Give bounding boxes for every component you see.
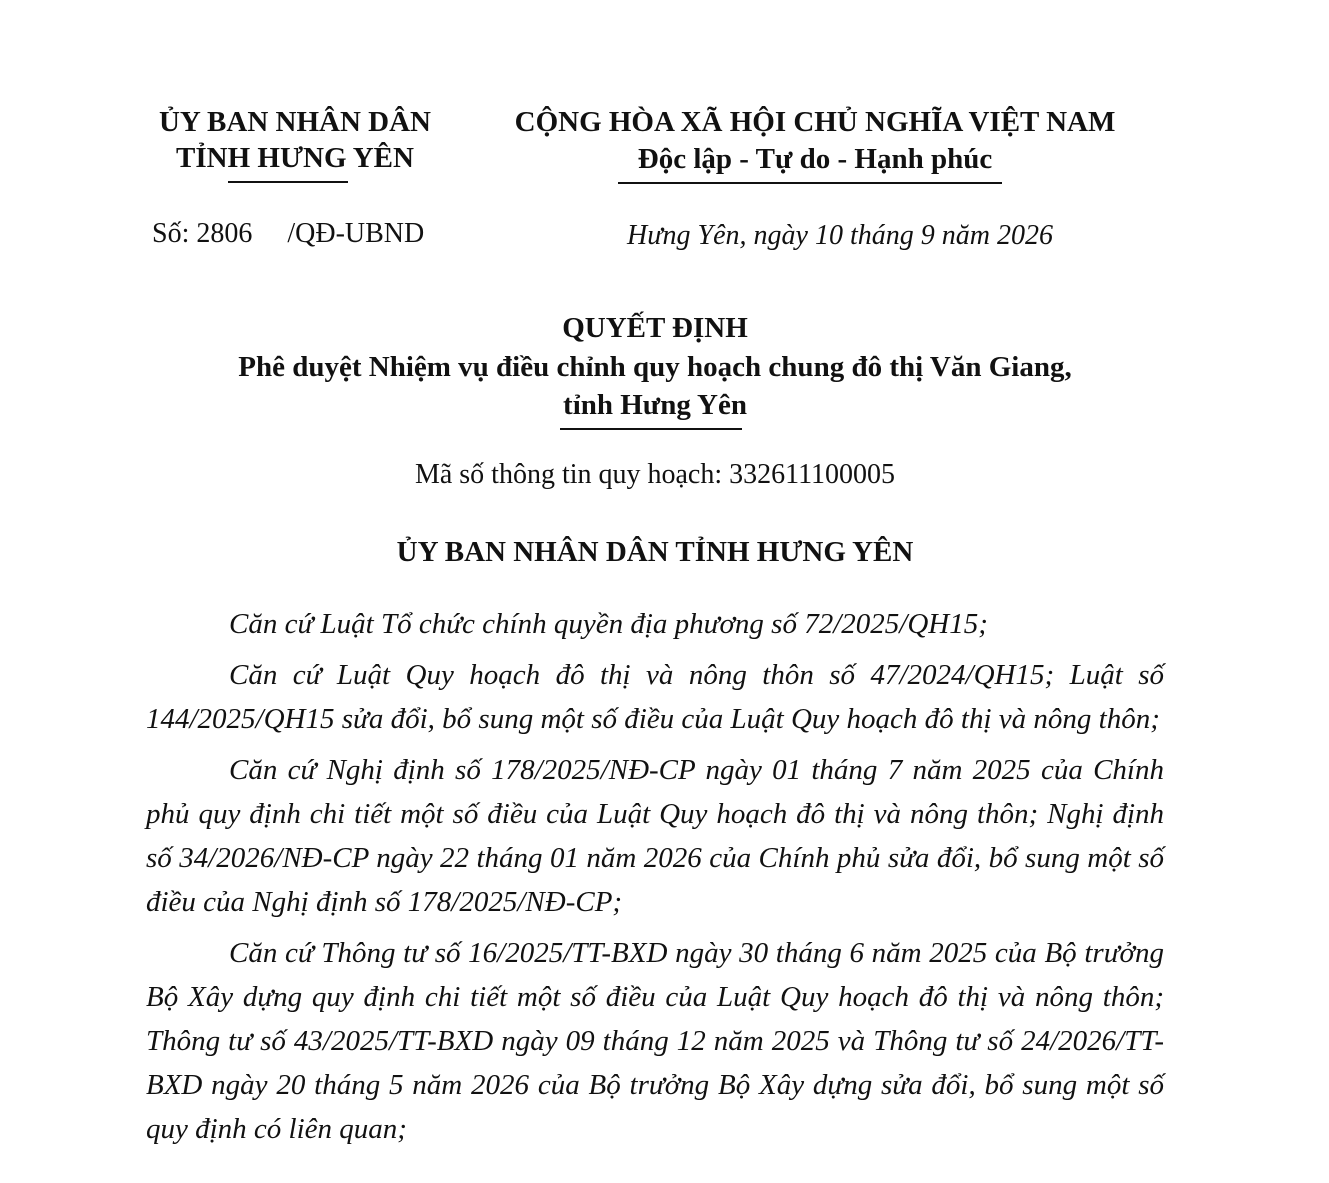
planning-code: Mã số thông tin quy hoạch: 332611100005 bbox=[414, 459, 896, 490]
subject-line-1: Phê duyệt Nhiệm vụ điều chỉnh quy hoạch chung đô thị Văn Giang, bbox=[238, 351, 1072, 383]
national-title: CỘNG HÒA XÃ HỘI CHỦ NGHĨA VIỆT NAM bbox=[514, 106, 1116, 138]
legal-basis-paragraph: Căn cứ Thông tư số 16/2025/TT-BXD ngày 30 tháng 6 năm 2025 của Bộ trưởng Bộ Xây dựng quy định chi tiết một số điều của Luật Quy hoạch đô thị và nông thôn; Thông tư số 43/2025/TT-BXD ngày 09 tháng 12 năm 2025 và Thông tư số 24/2026/TT-BXD ngày 20 tháng 5 năm 2026 của Bộ trưởng Bộ Xây dựng sửa đổi, bổ sung một số quy định có liên quan; bbox=[146, 937, 1164, 1145]
subject-line-2: tỉnh Hưng Yên bbox=[563, 389, 747, 421]
document-number: Số: 2806 /QĐ-UBND bbox=[152, 218, 425, 249]
motto-underline bbox=[618, 182, 1002, 184]
subject-underline bbox=[560, 428, 742, 430]
issuing-org-line2: TỈNH HƯNG YÊN bbox=[176, 142, 414, 174]
legal-basis-paragraph: Căn cứ Luật Quy hoạch đô thị và nông thôn số 47/2024/QH15; Luật số 144/2025/QH15 sửa đổi, bổ sung một số điều của Luật Quy hoạch đô thị và nông thôn; bbox=[146, 659, 1164, 735]
legal-basis-paragraph: Căn cứ Luật Tổ chức chính quyền địa phương số 72/2025/QH15; bbox=[229, 608, 988, 640]
place-and-date: Hưng Yên, ngày 10 tháng 9 năm 2026 bbox=[627, 220, 1053, 251]
national-motto: Độc lập - Tự do - Hạnh phúc bbox=[637, 143, 993, 175]
issuing-org-line1: ỦY BAN NHÂN DÂN bbox=[158, 106, 431, 138]
document-type-title: QUYẾT ĐỊNH bbox=[562, 312, 748, 344]
issuing-authority-heading: ỦY BAN NHÂN DÂN TỈNH HƯNG YÊN bbox=[396, 536, 914, 568]
legal-basis-text bbox=[146, 602, 1164, 1158]
legal-basis-paragraph: Căn cứ Nghị định số 178/2025/NĐ-CP ngày 01 tháng 7 năm 2025 của Chính phủ quy định chi tiết một số điều của Luật Quy hoạch đô thị và nông thôn; Nghị định số 34/2026/NĐ-CP ngày 22 tháng 01 năm 2026 của Chính phủ sửa đổi, bổ sung một số điều của Nghị định số 178/2025/NĐ-CP; bbox=[146, 754, 1164, 918]
org-underline bbox=[228, 181, 348, 183]
